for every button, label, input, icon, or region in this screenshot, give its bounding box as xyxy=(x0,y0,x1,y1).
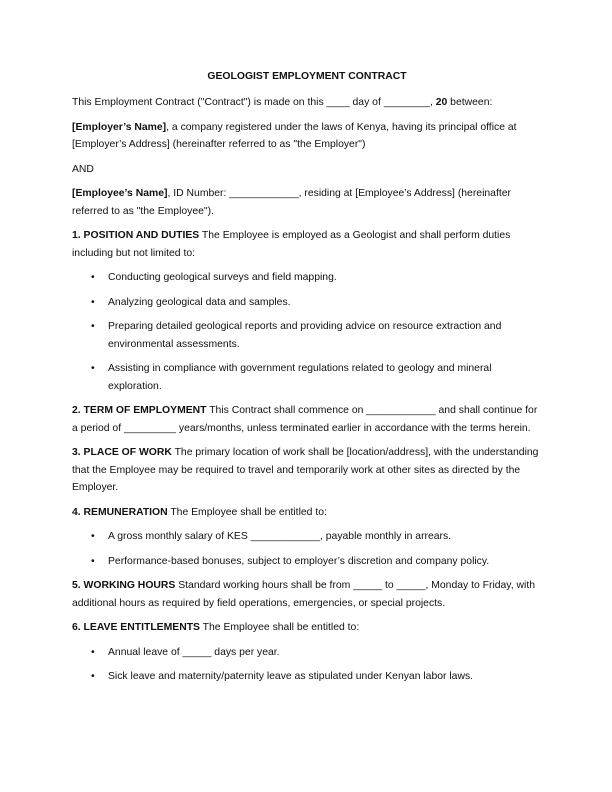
intro-year: 20 xyxy=(432,97,448,108)
list-item: • Analyzing geological data and samples. xyxy=(108,294,542,312)
section-2-paragraph xyxy=(72,402,542,437)
section-4-paragraph xyxy=(72,504,542,522)
section-1-paragraph xyxy=(72,227,542,262)
employer-text: , a company registered under the laws of Kenya, having its principal office at [Employer’s Address] (hereinafter referred to as "the Employer") xyxy=(72,121,517,150)
section-3-text: The primary location of work shall be [location/address], with the understanding that the Employee may be required to travel and temporarily work at other sites as directed by the Employer. xyxy=(72,447,539,493)
section-5-heading: 5. WORKING HOURS xyxy=(72,580,176,591)
section-6-paragraph xyxy=(72,619,542,637)
list-item: • Annual leave of _____ days per year. xyxy=(108,644,542,662)
list-item: • Conducting geological surveys and field mapping. xyxy=(108,269,542,287)
employee-paragraph xyxy=(72,185,542,220)
section-1-text: The Employee is employed as a Geologist and shall perform duties including but not limited to: xyxy=(72,230,511,259)
employer-paragraph xyxy=(72,119,542,154)
intro-post: between: xyxy=(447,97,493,108)
remuneration-list xyxy=(72,528,542,570)
section-3-heading: 3. PLACE OF WORK xyxy=(72,447,172,458)
intro-paragraph xyxy=(72,94,542,112)
employee-name: [Employee’s Name] xyxy=(72,188,168,199)
section-2-heading: 2. TERM OF EMPLOYMENT xyxy=(72,405,207,416)
section-6-text: The Employee shall be entitled to: xyxy=(199,622,360,633)
list-item: • Performance-based bonuses, subject to employer’s discretion and company policy. xyxy=(108,553,542,571)
intro-pre: This Employment Contract ("Contract") is made on this ____ day of ________, xyxy=(72,97,433,108)
section-5-paragraph xyxy=(72,577,542,612)
employer-name: [Employer’s Name] xyxy=(72,121,167,133)
document-title: GEOLOGIST EMPLOYMENT CONTRACT xyxy=(207,71,407,82)
leave-list xyxy=(72,644,542,686)
employee-text: , ID Number: ____________, residing at [Employee’s Address] (hereinafter referred to as "the Employee"). xyxy=(72,188,511,217)
section-6-heading: 6. LEAVE ENTITLEMENTS xyxy=(72,622,200,633)
duties-list xyxy=(72,269,542,395)
section-4-text: The Employee shall be entitled to: xyxy=(167,506,327,518)
list-item: • Assisting in compliance with government regulations related to geology and mineral exploration. xyxy=(108,360,542,395)
list-item: • Sick leave and maternity/paternity leave as stipulated under Kenyan labor laws. xyxy=(108,668,542,686)
section-5-text: Standard working hours shall be from _____ to _____, Monday to Friday, with additional hours as required by field operations, emergencies, or special projects. xyxy=(72,580,535,609)
list-item: • A gross monthly salary of KES ____________, payable monthly in arrears. xyxy=(108,528,542,546)
and-paragraph: AND xyxy=(72,163,94,175)
section-1-heading: 1. POSITION AND DUTIES xyxy=(72,230,200,241)
list-item: • Preparing detailed geological reports and providing advice on resource extraction and environmental assessments. xyxy=(108,318,542,353)
section-4-heading: 4. REMUNERATION xyxy=(72,506,168,518)
section-2-text: This Contract shall commence on ____________ and shall continue for a period of _________ years/months, unless terminated earlier in accordance with the terms herein. xyxy=(72,405,538,434)
section-3-paragraph xyxy=(72,444,542,497)
